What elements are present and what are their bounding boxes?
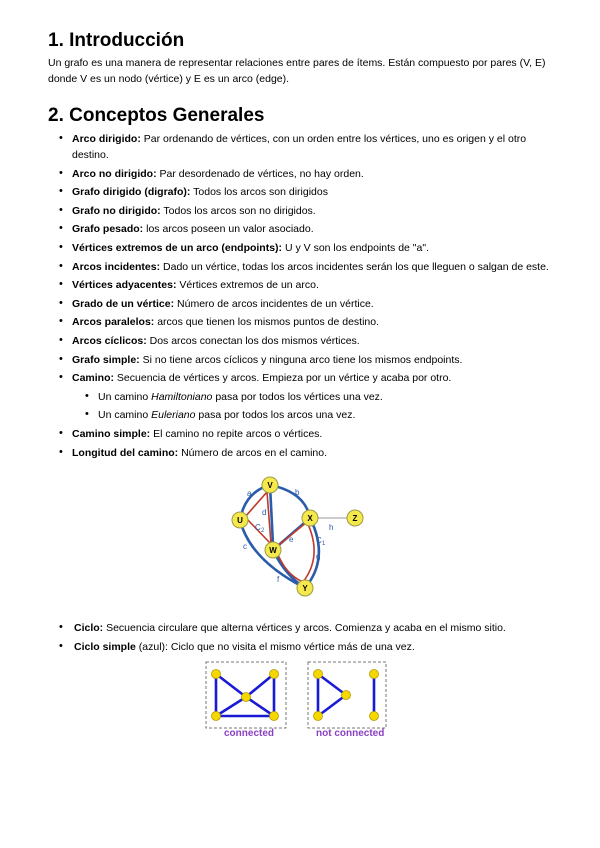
graph-example-figure [225, 470, 375, 600]
edge-label: f [277, 575, 280, 584]
list-item: • Ciclo simple (azul): Ciclo que no visita el mismo vértice más de una vez. [48, 639, 558, 655]
edge-label: e [289, 535, 294, 544]
caption-connected: connected [224, 728, 275, 739]
edge-label: a [247, 489, 252, 498]
cycle-label: C [255, 523, 261, 532]
cycle-label-sub: 1 [322, 541, 326, 547]
vertex-label: X [307, 514, 313, 523]
section-title-conceptos: 2. Conceptos Generales [48, 105, 265, 126]
edge-label: d [262, 508, 267, 517]
list-item: • Longitud del camino: Número de arcos en el camino. [48, 445, 558, 461]
list-item: • Ciclo: Secuencia circulare que alterna vértices y arcos. Comienza y acaba en el mismo sitio. [48, 620, 558, 636]
edge-label: c [243, 542, 247, 551]
intro-paragraph: Un grafo es una manera de representar relaciones entre pares de ítems. Están compuesto por pares (V, E) donde V es un nodo (vértice) y E es un arco (edge). [48, 57, 546, 85]
list-item: • Vértices extremos de un arco (endpoints): U y V son los endpoints de "a". [48, 240, 558, 256]
sub-list-item: • Un camino Hamiltoniano pasa por todos los vértices una vez. [48, 389, 558, 405]
list-item: • Grafo pesado: los arcos poseen un valor asociado. [48, 221, 558, 237]
list-item: • Arcos paralelos: arcos que tienen los mismos puntos de destino. [48, 314, 558, 330]
list-item: • Vértices adyacentes: Vértices extremos de un arco. [48, 277, 558, 293]
list-item: • Grafo no dirigido: Todos los arcos son no dirigidos. [48, 203, 558, 219]
section-title-introduccion: 1. Introducción [48, 30, 185, 51]
list-item: • Grado de un vértice: Número de arcos incidentes de un vértice. [48, 296, 558, 312]
edge-label: b [295, 488, 300, 497]
cycle-label: C [316, 536, 322, 545]
vertex-label: V [267, 481, 273, 490]
list-item: • Grafo simple: Si no tiene arcos cíclicos y ninguna arco tiene los mismos endpoints. [48, 352, 558, 368]
list-item: • Arcos incidentes: Dado un vértice, todas los arcos incidentes serán los que lleguen o salgan de este. [48, 259, 558, 275]
list-item: • Arco no dirigido: Par desordenado de vértices, no hay orden. [48, 166, 558, 182]
edge-label: g [316, 552, 321, 561]
cycle-definitions-list [48, 620, 558, 658]
sub-list-item: • Un camino Euleriano pasa por todos los arcos una vez. [48, 407, 558, 423]
vertex-label: U [237, 516, 243, 525]
connectivity-vertices [212, 670, 379, 721]
list-item: • Grafo dirigido (digrafo): Todos los arcos son dirigidos [48, 184, 558, 200]
list-item: • Arcos cíclicos: Dos arcos conectan los dos mismos vértices. [48, 333, 558, 349]
cycle-label-sub: 2 [261, 528, 265, 534]
caption-not-connected: not connected [316, 728, 385, 739]
definitions-list [48, 131, 558, 463]
edge-label: h [329, 523, 334, 532]
list-item: • Camino simple: El camino no repite arcos o vértices. [48, 426, 558, 442]
graph-edges [240, 485, 319, 588]
list-item: • Camino: Secuencia de vértices y arcos. Empieza por un vértice y acaba por otro. [48, 370, 558, 386]
vertex-label: Y [302, 584, 308, 593]
vertex-label: Z [352, 514, 358, 523]
list-item: • Arco dirigido: Par ordenando de vértices, con un orden entre los vértices, uno es origen y el otro destino. [48, 131, 558, 163]
vertex-label: W [269, 546, 277, 555]
